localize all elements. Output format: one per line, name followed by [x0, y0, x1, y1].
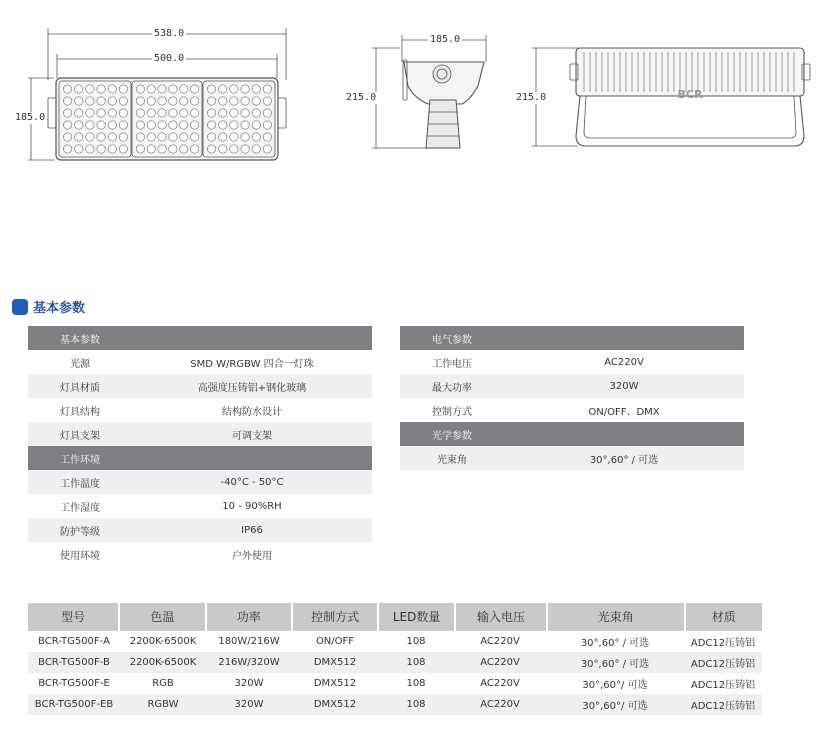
led-icon: [63, 85, 71, 93]
led-icon: [97, 121, 105, 129]
right_table-section-header: [400, 326, 744, 350]
table-cell: ADC12压铸铝: [690, 701, 756, 712]
table-cell: BCR-TG500F-E: [38, 678, 110, 689]
led-icon: [219, 97, 227, 105]
led-icon: [136, 145, 144, 153]
table-cell: 216W/320W: [218, 657, 280, 668]
electrical-optical-params-table: [400, 326, 744, 470]
led-icon: [252, 145, 260, 153]
basic-params-table: [28, 326, 372, 566]
led-icon: [97, 85, 105, 93]
left_table-key: 灯具结构: [60, 406, 100, 418]
led-icon: [207, 121, 215, 129]
left_table-row: [28, 398, 372, 422]
led-icon: [263, 109, 271, 117]
front-width-inner: 500.0: [154, 53, 185, 64]
table-cell: 320W: [234, 678, 264, 689]
right_table-row: [400, 398, 744, 422]
left_table-key: 工作环境: [60, 454, 100, 466]
left_table-row: [28, 350, 372, 374]
led-icon: [97, 97, 105, 105]
table-cell: 2200K-6500K: [129, 657, 197, 668]
left_table-row: [28, 494, 372, 518]
right_table-key: 控制方式: [432, 406, 472, 418]
led-icon: [169, 145, 177, 153]
led-icon: [169, 133, 177, 141]
led-icon: [219, 145, 227, 153]
column-header: 输入电压: [456, 603, 548, 631]
table-cell: ADC12压铸铝: [690, 659, 756, 670]
led-icon: [180, 85, 188, 93]
led-icon: [75, 145, 83, 153]
left_table-key: 使用环境: [60, 550, 100, 562]
led-icon: [108, 85, 116, 93]
led-icon: [230, 121, 238, 129]
led-icon: [119, 85, 127, 93]
led-icon: [136, 109, 144, 117]
led-icon: [108, 133, 116, 141]
table-cell: 108: [406, 699, 426, 710]
led-icon: [75, 121, 83, 129]
column-header: 材质: [711, 610, 736, 624]
section-heading: [12, 297, 85, 316]
section-title: 基本参数: [33, 301, 86, 316]
left_table-key: 灯具材质: [60, 382, 100, 394]
led-icon: [119, 145, 127, 153]
table-cell: AC220V: [480, 699, 520, 710]
led-icon: [86, 121, 94, 129]
led-icon: [252, 97, 260, 105]
led-icon: [147, 121, 155, 129]
table-row: [28, 694, 762, 715]
led-icon: [136, 133, 144, 141]
led-icon: [147, 97, 155, 105]
led-icon: [219, 85, 227, 93]
led-icon: [86, 85, 94, 93]
led-icon: [86, 133, 94, 141]
left_table-section-header: [28, 326, 372, 350]
left_table-key: 工作湿度: [60, 502, 100, 514]
left_table-key: 工作温度: [60, 478, 100, 490]
side-height: 215.0: [346, 92, 377, 103]
table-row: [28, 631, 762, 652]
led-icon: [136, 85, 144, 93]
led-icon: [263, 85, 271, 93]
table-cell: ADC12压铸铝: [690, 680, 756, 691]
led-icon: [86, 109, 94, 117]
led-icon: [63, 133, 71, 141]
led-icon: [230, 109, 238, 117]
side-width: 185.0: [430, 34, 461, 45]
led-icon: [75, 133, 83, 141]
led-icon: [75, 85, 83, 93]
right_table-row: [400, 350, 744, 374]
led-icon: [136, 121, 144, 129]
right_table-row: [400, 374, 744, 398]
table-cell: DMX512: [313, 699, 357, 710]
right_table-row: [400, 446, 744, 470]
led-icon: [241, 97, 249, 105]
table-cell: ADC12压铸铝: [690, 638, 756, 649]
left_table-key: 灯具支架: [60, 430, 100, 442]
table-cell: BCR-TG500F-EB: [34, 699, 114, 710]
led-icon: [147, 145, 155, 153]
led-icon: [169, 85, 177, 93]
led-icon: [180, 145, 188, 153]
led-icon: [207, 85, 215, 93]
column-header: 控制方式: [293, 603, 379, 631]
column-header: 型号: [28, 603, 120, 631]
led-icon: [158, 145, 166, 153]
led-icon: [190, 145, 198, 153]
table-cell: BCR-TG500F-A: [38, 636, 110, 647]
led-icon: [63, 97, 71, 105]
table-cell: DMX512: [313, 657, 357, 668]
right_table-value: 320W: [609, 380, 639, 392]
column-header: 色温: [120, 603, 206, 631]
left_table-row: [28, 374, 372, 398]
column-header: 功率: [207, 603, 293, 631]
right_table-key: 最大功率: [432, 382, 472, 394]
led-icon: [158, 85, 166, 93]
led-icon: [158, 109, 166, 117]
table-cell: 108: [406, 636, 426, 647]
led-icon: [241, 133, 249, 141]
led-icon: [119, 109, 127, 117]
table-cell: 2200K-6500K: [129, 636, 197, 647]
led-icon: [252, 121, 260, 129]
left_table-value: IP66: [241, 524, 263, 536]
led-icon: [119, 121, 127, 129]
technical-drawings: [0, 0, 820, 200]
led-icon: [180, 133, 188, 141]
table-cell: 180W/216W: [218, 636, 280, 647]
led-icon: [108, 97, 116, 105]
led-icon: [75, 109, 83, 117]
column-header: LED数量: [379, 603, 456, 631]
model-table-header: [28, 603, 762, 631]
led-icon: [147, 85, 155, 93]
led-icon: [75, 97, 83, 105]
led-icon: [207, 109, 215, 117]
right_table-value: ON/OFF、DMX: [588, 406, 660, 418]
led-icon: [119, 97, 127, 105]
led-icon: [190, 109, 198, 117]
led-icon: [63, 109, 71, 117]
front-height: 185.0: [15, 112, 46, 123]
led-icon: [252, 85, 260, 93]
led-icon: [190, 133, 198, 141]
top-height: 215.0: [516, 92, 547, 103]
led-icon: [241, 85, 249, 93]
led-icon: [97, 109, 105, 117]
led-icon: [97, 145, 105, 153]
led-icon: [63, 121, 71, 129]
led-icon: [263, 145, 271, 153]
left_table-key: 基本参数: [60, 334, 100, 346]
led-icon: [263, 97, 271, 105]
led-icon: [147, 133, 155, 141]
left_table-section-header: [28, 446, 372, 470]
led-icon: [207, 97, 215, 105]
left_table-value: 结构防水设计: [222, 406, 282, 418]
bcr-logo: BCR: [677, 88, 703, 101]
led-icon: [252, 109, 260, 117]
led-icon: [230, 133, 238, 141]
left_table-value: SMD W/RGBW 四合一灯珠: [190, 358, 314, 370]
led-icon: [169, 97, 177, 105]
led-icon: [158, 97, 166, 105]
table-cell: 30°,60°/ 可选: [582, 680, 648, 691]
led-icon: [86, 145, 94, 153]
led-icon: [263, 121, 271, 129]
led-icon: [219, 133, 227, 141]
left_table-value: -40°C - 50°C: [220, 476, 284, 488]
table-cell: RGB: [152, 678, 174, 689]
led-icon: [241, 109, 249, 117]
led-icon: [97, 133, 105, 141]
led-icon: [230, 97, 238, 105]
column-header: 光束角: [548, 603, 685, 631]
left_table-row: [28, 470, 372, 494]
led-icon: [252, 133, 260, 141]
led-icon: [136, 97, 144, 105]
led-icon: [108, 145, 116, 153]
table-cell: AC220V: [480, 678, 520, 689]
left_table-value: 10 - 90%RH: [222, 500, 282, 512]
left_table-row: [28, 518, 372, 542]
table-cell: ON/OFF: [315, 636, 355, 647]
led-icon: [241, 145, 249, 153]
led-icon: [119, 133, 127, 141]
right_table-value: AC220V: [604, 356, 644, 368]
table-cell: AC220V: [480, 636, 520, 647]
model-table: [28, 603, 762, 715]
right_table-key: 光束角: [437, 454, 467, 466]
table-cell: DMX512: [313, 678, 357, 689]
right_table-value: 30°,60° / 可选: [589, 454, 659, 466]
led-icon: [190, 97, 198, 105]
table-cell: 30°,60° / 可选: [580, 659, 650, 670]
left_table-value: 高强度压铸铝+钢化玻璃: [197, 382, 307, 394]
led-icon: [86, 97, 94, 105]
led-icon: [230, 85, 238, 93]
led-icon: [219, 121, 227, 129]
table-cell: 30°,60°/ 可选: [582, 701, 648, 712]
left_table-value: 可调支架: [232, 430, 272, 442]
led-icon: [169, 109, 177, 117]
led-icon: [190, 121, 198, 129]
led-icon: [180, 109, 188, 117]
table-row: [28, 673, 762, 694]
led-icon: [180, 121, 188, 129]
right_table-section-header: [400, 422, 744, 446]
led-icon: [108, 109, 116, 117]
left_table-row: [28, 542, 372, 566]
led-icon: [169, 121, 177, 129]
table-cell: RGBW: [147, 699, 179, 710]
led-icon: [263, 133, 271, 141]
section-bullet-icon: [12, 299, 28, 315]
right_table-key: 工作电压: [432, 358, 472, 370]
table-cell: BCR-TG500F-B: [38, 657, 110, 668]
table-cell: 108: [406, 678, 426, 689]
led-icon: [158, 133, 166, 141]
led-icon: [219, 109, 227, 117]
led-icon: [108, 121, 116, 129]
left_table-value: 户外使用: [232, 550, 272, 562]
led-icon: [190, 85, 198, 93]
led-icon: [180, 97, 188, 105]
led-icon: [147, 109, 155, 117]
table-cell: 30°,60° / 可选: [580, 638, 650, 649]
right_table-key: 电气参数: [432, 334, 472, 346]
table-cell: 108: [406, 657, 426, 668]
table-row: [28, 652, 762, 673]
table-cell: AC220V: [480, 657, 520, 668]
led-icon: [207, 133, 215, 141]
table-cell: 320W: [234, 699, 264, 710]
led-icon: [241, 121, 249, 129]
left_table-key: 防护等级: [60, 526, 100, 538]
led-icon: [207, 145, 215, 153]
front-width-outer: 538.0: [154, 28, 185, 39]
left_table-key: 光源: [70, 358, 90, 370]
led-icon: [63, 145, 71, 153]
led-icon: [158, 121, 166, 129]
left_table-row: [28, 422, 372, 446]
right_table-key: 光学参数: [432, 430, 472, 442]
led-icon: [230, 145, 238, 153]
